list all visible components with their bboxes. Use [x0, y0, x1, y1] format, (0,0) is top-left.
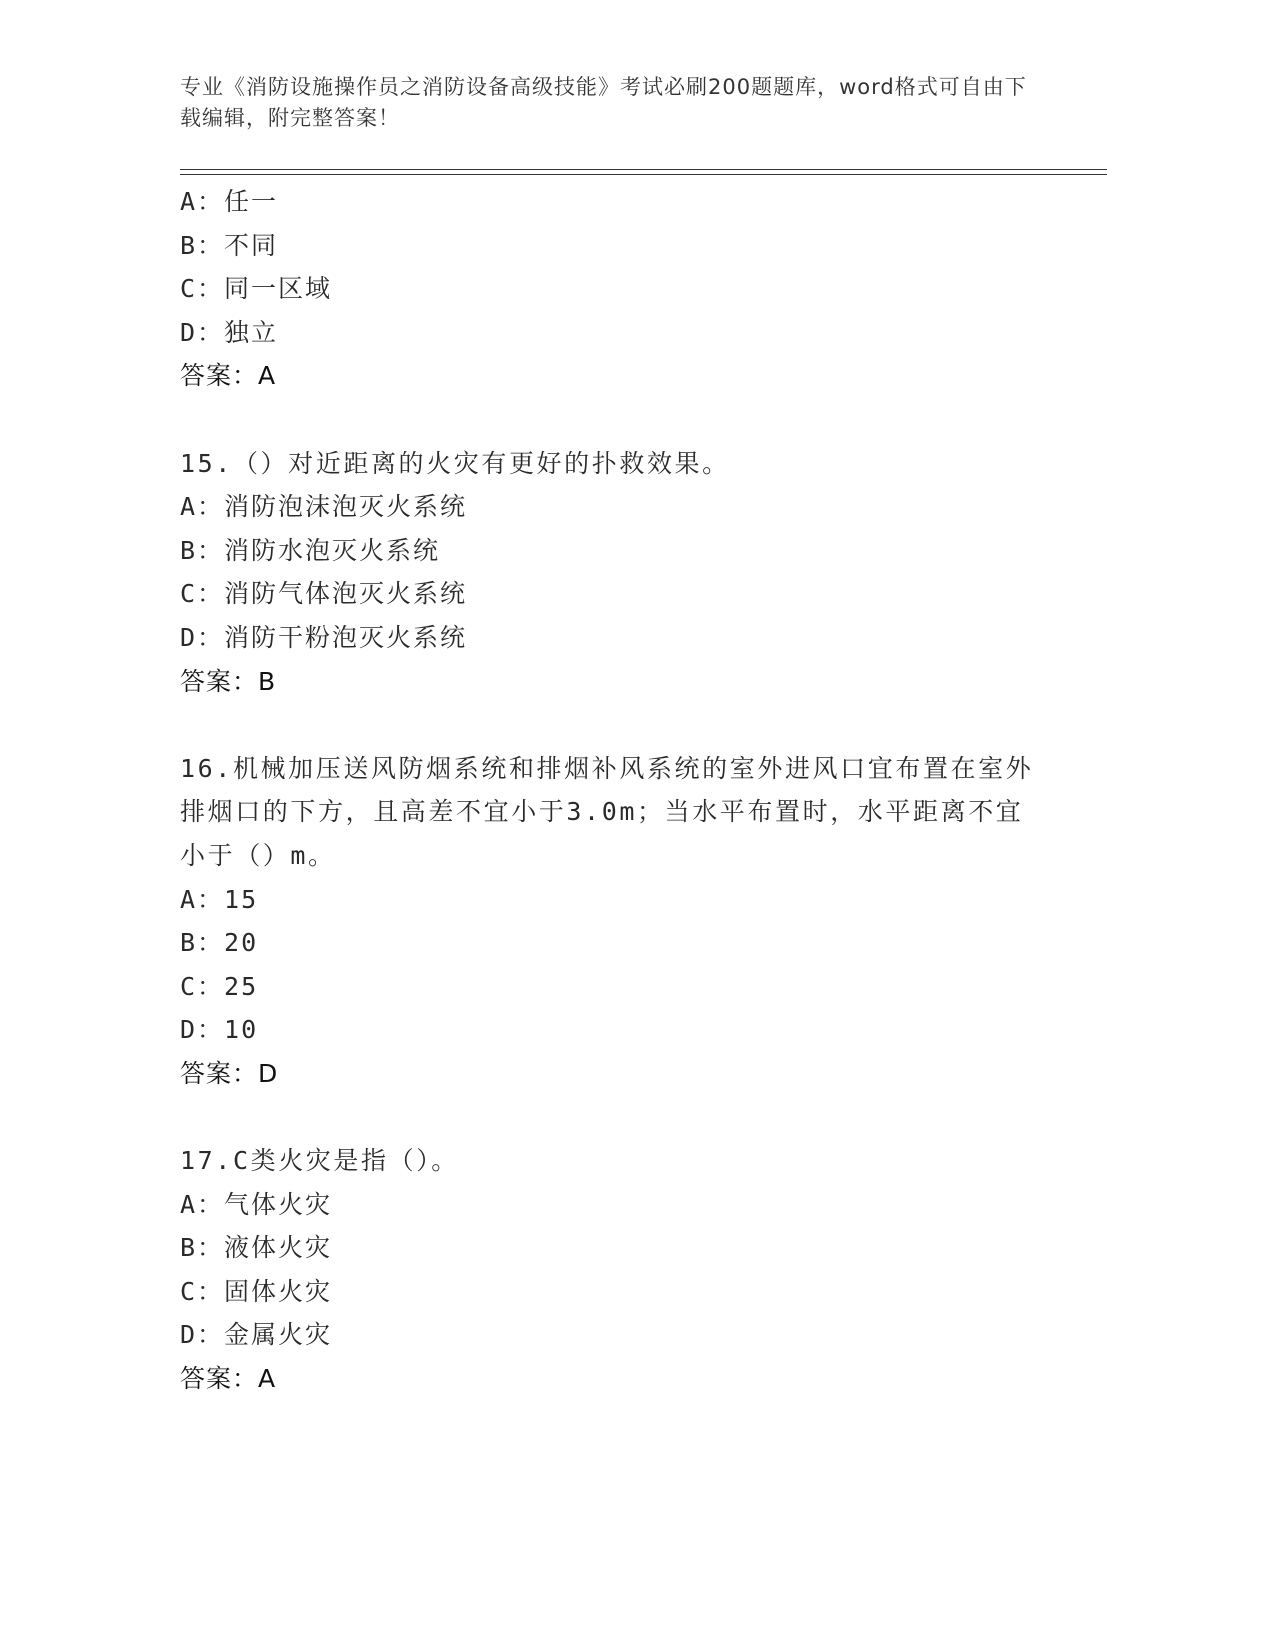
answer-line: 答案：B — [180, 666, 277, 696]
option-a: A：任一 — [180, 187, 279, 216]
question-stem-line-2: 排烟口的下方，且高差不宜小于3.0m；当水平布置时，水平距离不宜 — [180, 797, 1024, 827]
option-c: C：25 — [180, 971, 259, 1001]
question-stem-line-3: 小于（）m。 — [180, 840, 336, 870]
question-stem-line-1: 16.机械加压送风防烟系统和排烟补风系统的室外进风口宜布置在室外 — [180, 753, 1034, 783]
option-d: D：10 — [180, 1015, 259, 1045]
option-d: D：金属火灾 — [180, 1320, 333, 1350]
option-a: A：消防泡沫泡灭火系统 — [180, 492, 468, 522]
option-b: B：不同 — [180, 230, 279, 260]
spacer — [180, 398, 1050, 442]
question-14-fragment — [180, 180, 1050, 398]
header-divider-bottom — [180, 174, 1107, 175]
option-b: B：20 — [180, 928, 259, 958]
option-b: B：液体火灾 — [180, 1233, 333, 1263]
answer-line: 答案：A — [180, 1364, 277, 1394]
question-17 — [180, 1139, 1050, 1401]
question-16 — [180, 747, 1050, 1096]
option-b: B：消防水泡灭火系统 — [180, 535, 441, 565]
question-stem: 15.（）对近距离的火灾有更好的扑救效果。 — [180, 448, 730, 478]
question-stem: 17.C类火灾是指（）。 — [180, 1146, 459, 1176]
question-15 — [180, 442, 1050, 704]
spacer — [180, 1095, 1050, 1139]
option-a: A：气体火灾 — [180, 1189, 333, 1219]
spacer — [180, 703, 1050, 747]
option-a: A：15 — [180, 884, 259, 914]
option-c: C：消防气体泡灭火系统 — [180, 579, 468, 609]
option-c: C：固体火灾 — [180, 1276, 333, 1306]
option-d: D：消防干粉泡灭火系统 — [180, 622, 468, 652]
option-d: D：独立 — [180, 317, 279, 347]
option-c: C：同一区域 — [180, 274, 333, 304]
document-header: 专业《消防设施操作员之消防设备高级技能》考试必刷200题题库，word格式可自由下载编辑，附完整答案！ — [180, 75, 1027, 130]
header-divider-top — [180, 169, 1107, 170]
question-list — [180, 180, 1050, 1401]
answer-line: 答案：D — [180, 1058, 279, 1088]
answer-line: 答案：A — [180, 361, 277, 391]
